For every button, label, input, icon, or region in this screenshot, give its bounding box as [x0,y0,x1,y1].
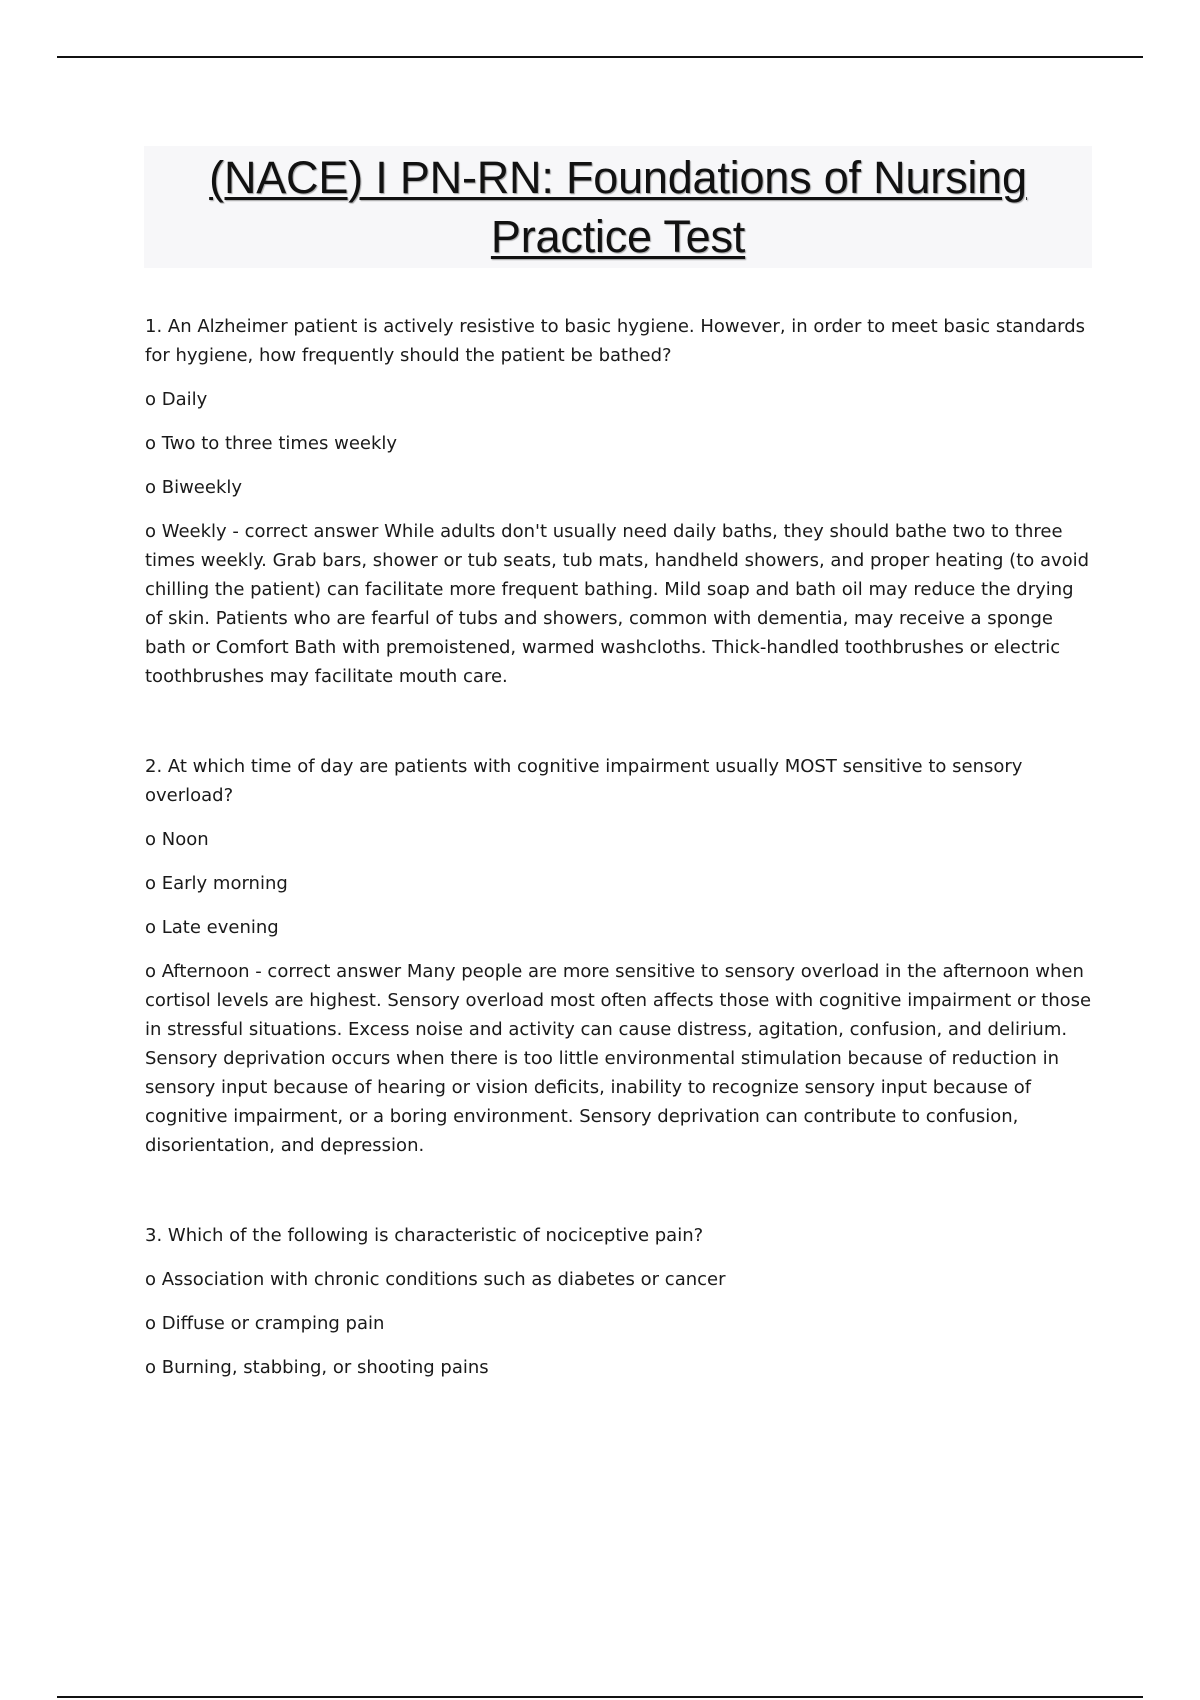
answer-option: o Two to three times weekly [145,433,398,454]
correct-answer-explanation: o Afternoon - correct answer Many people are more sensitive to sensory overload in the afternoon when cortisol levels are highest. Sensory overload most often affects those with cognitive impairment or those in stressful situations. Excess noise and activity can cause distress, agitation, confusion, and delirium. Sensory deprivation occurs when there is too little environmental stimulation because of reduction in sensory input because of hearing or vision deficits, inability to recognize sensory input because of cognitive impairment, or a boring environment. Sensory deprivation can contribute to confusion, disorientation, and depression. [145,961,1092,1156]
question-block-3 [145,1221,1095,1382]
answer-option: o Noon [145,829,209,850]
title-banner [144,146,1092,268]
answer-option: o Early morning [145,873,288,894]
answer-option: o Association with chronic conditions such as diabetes or cancer [145,1269,726,1290]
bottom-rule [57,1696,1143,1698]
question-text: 3. Which of the following is characteristic of nociceptive pain? [145,1225,704,1246]
answer-option: o Burning, stabbing, or shooting pains [145,1357,489,1378]
top-rule [57,56,1143,58]
answer-option: o Late evening [145,917,279,938]
question-text: 1. An Alzheimer patient is actively resistive to basic hygiene. However, in order to meet basic standards for hygiene, how frequently should the patient be bathed? [145,316,1086,366]
question-text: 2. At which time of day are patients with cognitive impairment usually MOST sensitive to sensory overload? [145,756,1023,806]
answer-option: o Biweekly [145,477,243,498]
document-title: (NACE) I PN-RN: Foundations of Nursing Practice Test [209,152,1027,262]
answer-option: o Diffuse or cramping pain [145,1313,385,1334]
question-block-2 [145,752,1095,1160]
correct-answer-explanation: o Weekly - correct answer While adults don't usually need daily baths, they should bathe two to three times weekly. Grab bars, shower or tub seats, tub mats, handheld showers, and proper heating (to avoid chilling the patient) can facilitate more frequent bathing. Mild soap and bath oil may reduce the drying of skin. Patients who are fearful of tubs and showers, common with dementia, may receive a sponge bath or Comfort Bath with premoistened, warmed washcloths. Thick-handled toothbrushes or electric toothbrushes may facilitate mouth care. [145,521,1090,687]
question-block-1 [145,312,1095,691]
answer-option: o Daily [145,389,208,410]
question-list [145,312,1095,1382]
